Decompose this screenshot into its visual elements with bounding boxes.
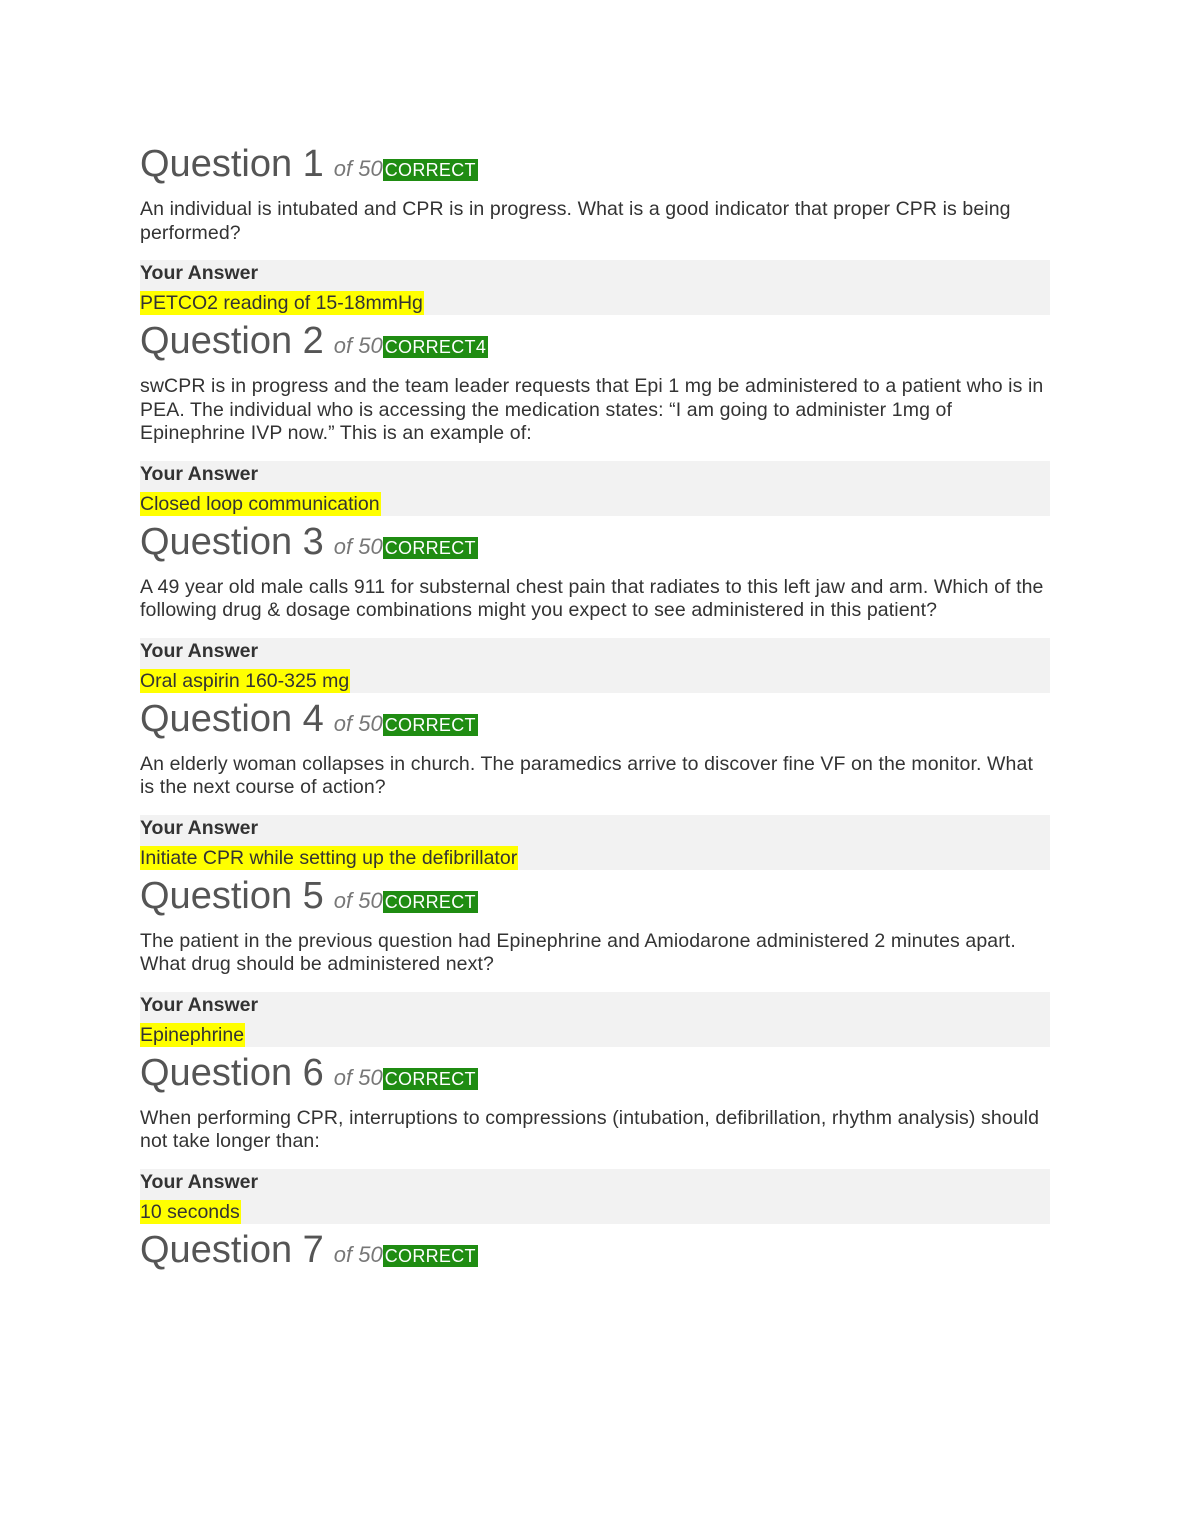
answer-box (140, 815, 1050, 870)
question-count: of 50 (333, 1241, 383, 1267)
quiz-results (140, 138, 1050, 1276)
question-text: An elderly woman collapses in church. The paramedics arrive to discover fine VF on the monitor. What is the next course of action? (140, 752, 1033, 798)
question-header (140, 516, 1050, 568)
question-block (140, 870, 1050, 1047)
answer-label: Your Answer (140, 816, 259, 839)
question-block (140, 516, 1050, 693)
question-header (140, 870, 1050, 922)
answer-label: Your Answer (140, 993, 259, 1016)
question-title: Question 4 (140, 697, 324, 740)
question-count: of 50 (333, 1064, 383, 1090)
status-badge: CORRECT (384, 1245, 476, 1266)
status-badge: CORRECT (384, 537, 476, 558)
question-text: An individual is intubated and CPR is in progress. What is a good indicator that proper CPR is being performed? (140, 198, 1011, 244)
question-block (140, 138, 1050, 315)
question-block (140, 1224, 1050, 1276)
question-count: of 50 (333, 333, 383, 358)
question-header (140, 693, 1050, 745)
question-title: Question 3 (140, 520, 324, 563)
question-header (140, 138, 1050, 190)
question-count: of 50 (333, 156, 383, 181)
status-badge: CORRECT4 (384, 337, 487, 357)
question-block (140, 1047, 1050, 1224)
answer-box (140, 461, 1050, 516)
question-header (140, 1047, 1050, 1099)
question-header (140, 315, 1050, 367)
question-text: A 49 year old male calls 911 for substernal chest pain that radiates to this left jaw and arm. Which of the following drug & dosage combinations might you expect to see administered in this patient? (140, 575, 1044, 621)
status-badge: CORRECT (384, 891, 476, 912)
question-block (140, 315, 1050, 516)
answer-box (140, 992, 1050, 1047)
answer-value: Epinephrine (140, 1023, 245, 1046)
answer-value: PETCO2 reading of 15-18mmHg (140, 292, 423, 314)
answer-box (140, 260, 1050, 315)
answer-label: Your Answer (140, 462, 259, 485)
question-count: of 50 (333, 533, 383, 559)
status-badge: CORRECT (384, 160, 476, 180)
question-title: Question 7 (140, 1228, 324, 1271)
question-block (140, 693, 1050, 870)
status-badge: CORRECT (384, 714, 476, 735)
status-badge: CORRECT (384, 1068, 476, 1089)
answer-value: Oral aspirin 160-325 mg (140, 669, 350, 692)
answer-value: 10 seconds (140, 1200, 240, 1223)
question-title: Question 6 (140, 1051, 324, 1094)
question-title: Question 2 (140, 320, 324, 362)
question-text: The patient in the previous question had Epinephrine and Amiodarone administered 2 minutes apart. What drug should be administered next? (140, 929, 1016, 975)
question-text: swCPR is in progress and the team leader requests that Epi 1 mg be administered to a patient who is in PEA. The individual who is accessing the medication states: “I am going to administer 1mg of Epinephrine IVP now.” This is an example of: (140, 375, 1044, 444)
answer-value: Closed loop communication (140, 492, 380, 515)
answer-box (140, 1169, 1050, 1224)
question-count: of 50 (333, 887, 383, 913)
question-title: Question 1 (140, 143, 324, 185)
question-text: When performing CPR, interruptions to compressions (intubation, defibrillation, rhythm analysis) should not take longer than: (140, 1106, 1040, 1152)
answer-box (140, 638, 1050, 693)
answer-value: Initiate CPR while setting up the defibrillator (140, 846, 518, 869)
answer-label: Your Answer (140, 639, 259, 662)
question-title: Question 5 (140, 874, 324, 917)
question-header (140, 1224, 1050, 1276)
answer-label: Your Answer (140, 1170, 259, 1193)
answer-label: Your Answer (140, 262, 259, 284)
question-count: of 50 (333, 710, 383, 736)
